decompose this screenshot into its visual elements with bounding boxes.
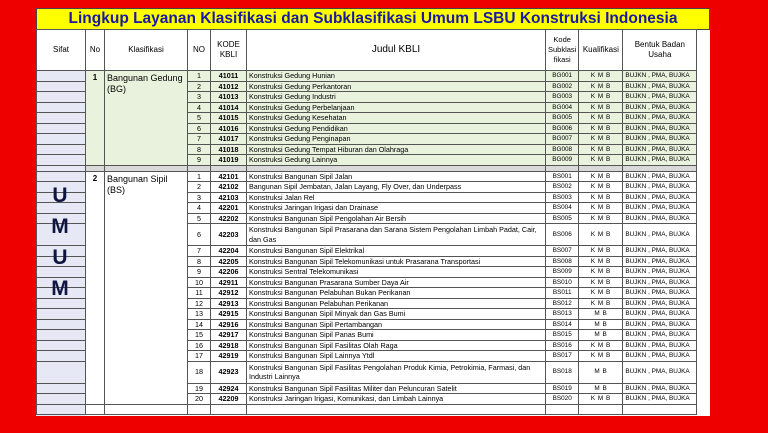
kualifikasi: K M B <box>579 192 623 203</box>
kode-kbli: 42209 <box>211 394 247 405</box>
sifat-cell <box>37 394 86 405</box>
kode-subklasifikasi: BS007 <box>546 246 579 257</box>
klasifikasi-name: Bangunan Sipil (BS) <box>105 171 188 404</box>
kualifikasi: K M B <box>579 113 623 124</box>
kode-subklasifikasi: BS019 <box>546 383 579 394</box>
header-kode-kbli: KODE KBLI <box>211 30 247 71</box>
kualifikasi: M B <box>579 361 623 383</box>
empty-cell <box>188 404 211 415</box>
row-no: 9 <box>188 155 211 166</box>
empty-cell <box>211 404 247 415</box>
bentuk-badan-usaha: BUJKN , PMA, BUJKA <box>623 246 697 257</box>
kode-kbli: 41014 <box>211 102 247 113</box>
header-no: No <box>86 30 105 71</box>
spreadsheet-sheet <box>36 8 710 416</box>
judul-kbli: Konstruksi Bangunan Sipil Elektrikal <box>247 246 546 257</box>
kode-subklasifikasi: BS003 <box>546 192 579 203</box>
kualifikasi: K M B <box>579 213 623 224</box>
row-no: 16 <box>188 340 211 351</box>
judul-kbli: Konstruksi Bangunan Pelabuhan Bukan Perikanan <box>247 288 546 299</box>
row-no: 3 <box>188 92 211 103</box>
kode-kbli: 41016 <box>211 123 247 134</box>
bentuk-badan-usaha: BUJKN , PMA, BUJKA <box>623 288 697 299</box>
kode-subklasifikasi: BG006 <box>546 123 579 134</box>
empty-cell <box>579 404 623 415</box>
bentuk-badan-usaha: BUJKN , PMA, BUJKA <box>623 113 697 124</box>
row-no: 5 <box>188 113 211 124</box>
kualifikasi: K M B <box>579 224 623 246</box>
kode-kbli: 42101 <box>211 171 247 182</box>
kualifikasi: M B <box>579 330 623 341</box>
row-no: 5 <box>188 213 211 224</box>
judul-kbli: Konstruksi Gedung Kesehatan <box>247 113 546 124</box>
kode-subklasifikasi: BS017 <box>546 351 579 362</box>
kualifikasi: K M B <box>579 81 623 92</box>
kode-kbli: 41018 <box>211 144 247 155</box>
kode-kbli: 42203 <box>211 224 247 246</box>
bentuk-badan-usaha: BUJKN , PMA, BUJKA <box>623 309 697 320</box>
kualifikasi: K M B <box>579 203 623 214</box>
kualifikasi: M B <box>579 319 623 330</box>
kode-kbli: 41013 <box>211 92 247 103</box>
kualifikasi: K M B <box>579 71 623 82</box>
kualifikasi: K M B <box>579 351 623 362</box>
kode-subklasifikasi: BS015 <box>546 330 579 341</box>
kode-kbli: 42206 <box>211 267 247 278</box>
kode-kbli: 42917 <box>211 330 247 341</box>
kualifikasi: K M B <box>579 102 623 113</box>
row-no: 9 <box>188 267 211 278</box>
header-kualifikasi: Kualifikasi <box>579 30 623 71</box>
kualifikasi: K M B <box>579 182 623 193</box>
klasifikasi-no: 1 <box>86 71 105 166</box>
judul-kbli: Konstruksi Gedung Perkantoran <box>247 81 546 92</box>
empty-cell <box>247 404 546 415</box>
kode-kbli: 41017 <box>211 134 247 145</box>
kode-subklasifikasi: BS004 <box>546 203 579 214</box>
bentuk-badan-usaha: BUJKN , PMA, BUJKA <box>623 298 697 309</box>
row-no: 8 <box>188 256 211 267</box>
kualifikasi: K M B <box>579 123 623 134</box>
judul-kbli: Konstruksi Bangunan Sipil Panas Bumi <box>247 330 546 341</box>
kode-kbli: 42205 <box>211 256 247 267</box>
judul-kbli: Konstruksi Bangunan Prasarana Sumber Daya Air <box>247 277 546 288</box>
header-no2: NO <box>188 30 211 71</box>
judul-kbli: Konstruksi Bangunan Pelabuhan Perikanan <box>247 298 546 309</box>
bentuk-badan-usaha: BUJKN , PMA, BUJKA <box>623 394 697 405</box>
row-no: 4 <box>188 102 211 113</box>
judul-kbli: Konstruksi Bangunan Sipil Minyak dan Gas Bumi <box>247 309 546 320</box>
bentuk-badan-usaha: BUJKN , PMA, BUJKA <box>623 203 697 214</box>
bentuk-badan-usaha: BUJKN , PMA, BUJKA <box>623 155 697 166</box>
kualifikasi: K M B <box>579 134 623 145</box>
judul-kbli: Konstruksi Bangunan Sipil Pengolahan Air Bersih <box>247 213 546 224</box>
kualifikasi: K M B <box>579 277 623 288</box>
bentuk-badan-usaha: BUJKN , PMA, BUJKA <box>623 102 697 113</box>
judul-kbli: Konstruksi Gedung Industri <box>247 92 546 103</box>
kode-subklasifikasi: BS010 <box>546 277 579 288</box>
kualifikasi: K M B <box>579 246 623 257</box>
row-no: 8 <box>188 144 211 155</box>
kode-subklasifikasi: BS002 <box>546 182 579 193</box>
kode-kbli: 41012 <box>211 81 247 92</box>
bentuk-badan-usaha: BUJKN , PMA, BUJKA <box>623 351 697 362</box>
judul-kbli: Konstruksi Jaringan Irigasi dan Drainase <box>247 203 546 214</box>
kode-kbli: 42201 <box>211 203 247 214</box>
judul-kbli: Konstruksi Gedung Pendidikan <box>247 123 546 134</box>
header-sifat: Sifat <box>37 30 86 71</box>
kualifikasi: K M B <box>579 394 623 405</box>
judul-kbli: Konstruksi Jaringan Irigasi, Komunikasi, dan Limbah Lainnya <box>247 394 546 405</box>
kode-kbli: 42918 <box>211 340 247 351</box>
kode-kbli: 42911 <box>211 277 247 288</box>
kode-kbli: 42202 <box>211 213 247 224</box>
header-klasifikasi: Klasifikasi <box>105 30 188 71</box>
sifat-letter: U <box>52 246 68 269</box>
kualifikasi: K M B <box>579 267 623 278</box>
kode-subklasifikasi: BS006 <box>546 224 579 246</box>
sifat-letter: M <box>51 277 69 300</box>
kode-kbli: 42912 <box>211 288 247 299</box>
kode-subklasifikasi: BS001 <box>546 171 579 182</box>
row-no: 7 <box>188 246 211 257</box>
page-title: Lingkup Layanan Klasifikasi dan Subklasifikasi Umum LSBU Konstruksi Indonesia <box>36 8 710 30</box>
bentuk-badan-usaha: BUJKN , PMA, BUJKA <box>623 71 697 82</box>
bentuk-badan-usaha: BUJKN , PMA, BUJKA <box>623 383 697 394</box>
row-no: 20 <box>188 394 211 405</box>
empty-cell <box>86 404 105 415</box>
sifat-cell <box>37 144 86 155</box>
kode-kbli: 42102 <box>211 182 247 193</box>
kode-subklasifikasi: BS013 <box>546 309 579 320</box>
row-no: 3 <box>188 192 211 203</box>
kode-kbli: 42915 <box>211 309 247 320</box>
bentuk-badan-usaha: BUJKN , PMA, BUJKA <box>623 144 697 155</box>
sifat-cell <box>37 102 86 113</box>
kode-subklasifikasi: BG004 <box>546 102 579 113</box>
judul-kbli: Bangunan Sipil Jembatan, Jalan Layang, Fly Over, dan Underpass <box>247 182 546 193</box>
bentuk-badan-usaha: BUJKN , PMA, BUJKA <box>623 213 697 224</box>
row-no: 15 <box>188 330 211 341</box>
bentuk-badan-usaha: BUJKN , PMA, BUJKA <box>623 267 697 278</box>
judul-kbli: Konstruksi Bangunan Sipil Pertambangan <box>247 319 546 330</box>
judul-kbli: Konstruksi Bangunan Sipil Fasilitas Olah Raga <box>247 340 546 351</box>
kode-subklasifikasi: BG005 <box>546 113 579 124</box>
empty-cell <box>623 404 697 415</box>
sifat-cell <box>37 123 86 134</box>
sifat-cell <box>37 361 86 383</box>
empty-row <box>37 404 697 415</box>
sifat-letter: U <box>52 184 68 207</box>
bentuk-badan-usaha: BUJKN , PMA, BUJKA <box>623 224 697 246</box>
judul-kbli: Konstruksi Gedung Penginapan <box>247 134 546 145</box>
kualifikasi: K M B <box>579 144 623 155</box>
header-kode-sub: Kode Subklasi fikasi <box>546 30 579 71</box>
bentuk-badan-usaha: BUJKN , PMA, BUJKA <box>623 182 697 193</box>
kode-kbli: 42924 <box>211 383 247 394</box>
sifat-cell <box>37 81 86 92</box>
kode-subklasifikasi: BS005 <box>546 213 579 224</box>
judul-kbli: Konstruksi Bangunan Sipil Fasilitas Pengolahan Produk Kimia, Petrokimia, Farmasi, dan Industri Lainnya <box>247 361 546 383</box>
row-no: 18 <box>188 361 211 383</box>
header-judul: Judul KBLI <box>247 30 546 71</box>
kode-subklasifikasi: BG009 <box>546 155 579 166</box>
sifat-cell <box>37 340 86 351</box>
header-bentuk: Bentuk Badan Usaha <box>623 30 697 71</box>
kode-kbli: 42204 <box>211 246 247 257</box>
kode-kbli: 42923 <box>211 361 247 383</box>
sifat-cell <box>37 155 86 166</box>
kualifikasi: K M B <box>579 256 623 267</box>
bentuk-badan-usaha: BUJKN , PMA, BUJKA <box>623 171 697 182</box>
sifat-cell <box>37 71 86 82</box>
sifat-cell <box>37 134 86 145</box>
empty-cell <box>105 404 188 415</box>
judul-kbli: Konstruksi Bangunan Sipil Telekomunikasi untuk Prasarana Transportasi <box>247 256 546 267</box>
empty-cell <box>546 404 579 415</box>
kode-subklasifikasi: BS008 <box>546 256 579 267</box>
kbli-table <box>36 29 697 415</box>
kualifikasi: K M B <box>579 298 623 309</box>
judul-kbli: Konstruksi Gedung Perbelanjaan <box>247 102 546 113</box>
kode-subklasifikasi: BS011 <box>546 288 579 299</box>
row-no: 6 <box>188 123 211 134</box>
row-no: 13 <box>188 309 211 320</box>
row-no: 2 <box>188 81 211 92</box>
kualifikasi: K M B <box>579 288 623 299</box>
bentuk-badan-usaha: BUJKN , PMA, BUJKA <box>623 192 697 203</box>
judul-kbli: Konstruksi Bangunan Sipil Lainnya Ytdl <box>247 351 546 362</box>
sifat-cell <box>37 113 86 124</box>
bentuk-badan-usaha: BUJKN , PMA, BUJKA <box>623 361 697 383</box>
judul-kbli: Konstruksi Gedung Lainnya <box>247 155 546 166</box>
kode-subklasifikasi: BG002 <box>546 81 579 92</box>
bentuk-badan-usaha: BUJKN , PMA, BUJKA <box>623 277 697 288</box>
row-no: 4 <box>188 203 211 214</box>
kode-subklasifikasi: BG001 <box>546 71 579 82</box>
judul-kbli: Konstruksi Bangunan Sipil Prasarana dan Sarana Sistem Pengolahan Limbah Padat, Cair, dan Gas <box>247 224 546 246</box>
row-no: 14 <box>188 319 211 330</box>
bentuk-badan-usaha: BUJKN , PMA, BUJKA <box>623 340 697 351</box>
bentuk-badan-usaha: BUJKN , PMA, BUJKA <box>623 330 697 341</box>
kode-subklasifikasi: BS020 <box>546 394 579 405</box>
sifat-cell <box>37 351 86 362</box>
kode-kbli: 41015 <box>211 113 247 124</box>
sifat-cell <box>37 383 86 394</box>
kualifikasi: K M B <box>579 155 623 166</box>
row-no: 11 <box>188 288 211 299</box>
header-row <box>37 30 697 71</box>
kode-subklasifikasi: BG003 <box>546 92 579 103</box>
sifat-cell <box>37 309 86 320</box>
empty-cell <box>37 404 86 415</box>
kode-subklasifikasi: BS009 <box>546 267 579 278</box>
kode-kbli: 41011 <box>211 71 247 82</box>
kualifikasi: K M B <box>579 340 623 351</box>
bentuk-badan-usaha: BUJKN , PMA, BUJKA <box>623 92 697 103</box>
klasifikasi-no: 2 <box>86 171 105 404</box>
kode-subklasifikasi: BS018 <box>546 361 579 383</box>
table-row <box>37 171 697 182</box>
sifat-letter: M <box>51 215 69 238</box>
kode-subklasifikasi: BG008 <box>546 144 579 155</box>
table-row <box>37 71 697 82</box>
row-no: 10 <box>188 277 211 288</box>
row-no: 6 <box>188 224 211 246</box>
sifat-cell <box>37 319 86 330</box>
row-no: 1 <box>188 171 211 182</box>
bentuk-badan-usaha: BUJKN , PMA, BUJKA <box>623 319 697 330</box>
kualifikasi: K M B <box>579 92 623 103</box>
sifat-cell <box>37 330 86 341</box>
kode-kbli: 42919 <box>211 351 247 362</box>
judul-kbli: Konstruksi Bangunan Sipil Jalan <box>247 171 546 182</box>
judul-kbli: Konstruksi Jalan Rel <box>247 192 546 203</box>
row-no: 7 <box>188 134 211 145</box>
kode-subklasifikasi: BS012 <box>546 298 579 309</box>
kode-kbli: 42916 <box>211 319 247 330</box>
kualifikasi: M B <box>579 383 623 394</box>
bentuk-badan-usaha: BUJKN , PMA, BUJKA <box>623 256 697 267</box>
judul-kbli: Konstruksi Bangunan Sipil Fasilitas Militer dan Peluncuran Satelit <box>247 383 546 394</box>
sifat-umum-label <box>40 180 80 304</box>
sifat-cell <box>37 92 86 103</box>
judul-kbli: Konstruksi Sentral Telekomunikasi <box>247 267 546 278</box>
kode-subklasifikasi: BS014 <box>546 319 579 330</box>
kode-kbli: 42913 <box>211 298 247 309</box>
row-no: 12 <box>188 298 211 309</box>
row-no: 2 <box>188 182 211 193</box>
kode-kbli: 42103 <box>211 192 247 203</box>
row-no: 17 <box>188 351 211 362</box>
row-no: 1 <box>188 71 211 82</box>
bentuk-badan-usaha: BUJKN , PMA, BUJKA <box>623 123 697 134</box>
kode-kbli: 41019 <box>211 155 247 166</box>
kode-subklasifikasi: BS016 <box>546 340 579 351</box>
kode-subklasifikasi: BG007 <box>546 134 579 145</box>
kualifikasi: M B <box>579 309 623 320</box>
kualifikasi: K M B <box>579 171 623 182</box>
judul-kbli: Konstruksi Gedung Tempat Hiburan dan Olahraga <box>247 144 546 155</box>
judul-kbli: Konstruksi Gedung Hunian <box>247 71 546 82</box>
klasifikasi-name: Bangunan Gedung (BG) <box>105 71 188 166</box>
row-no: 19 <box>188 383 211 394</box>
bentuk-badan-usaha: BUJKN , PMA, BUJKA <box>623 81 697 92</box>
bentuk-badan-usaha: BUJKN , PMA, BUJKA <box>623 134 697 145</box>
